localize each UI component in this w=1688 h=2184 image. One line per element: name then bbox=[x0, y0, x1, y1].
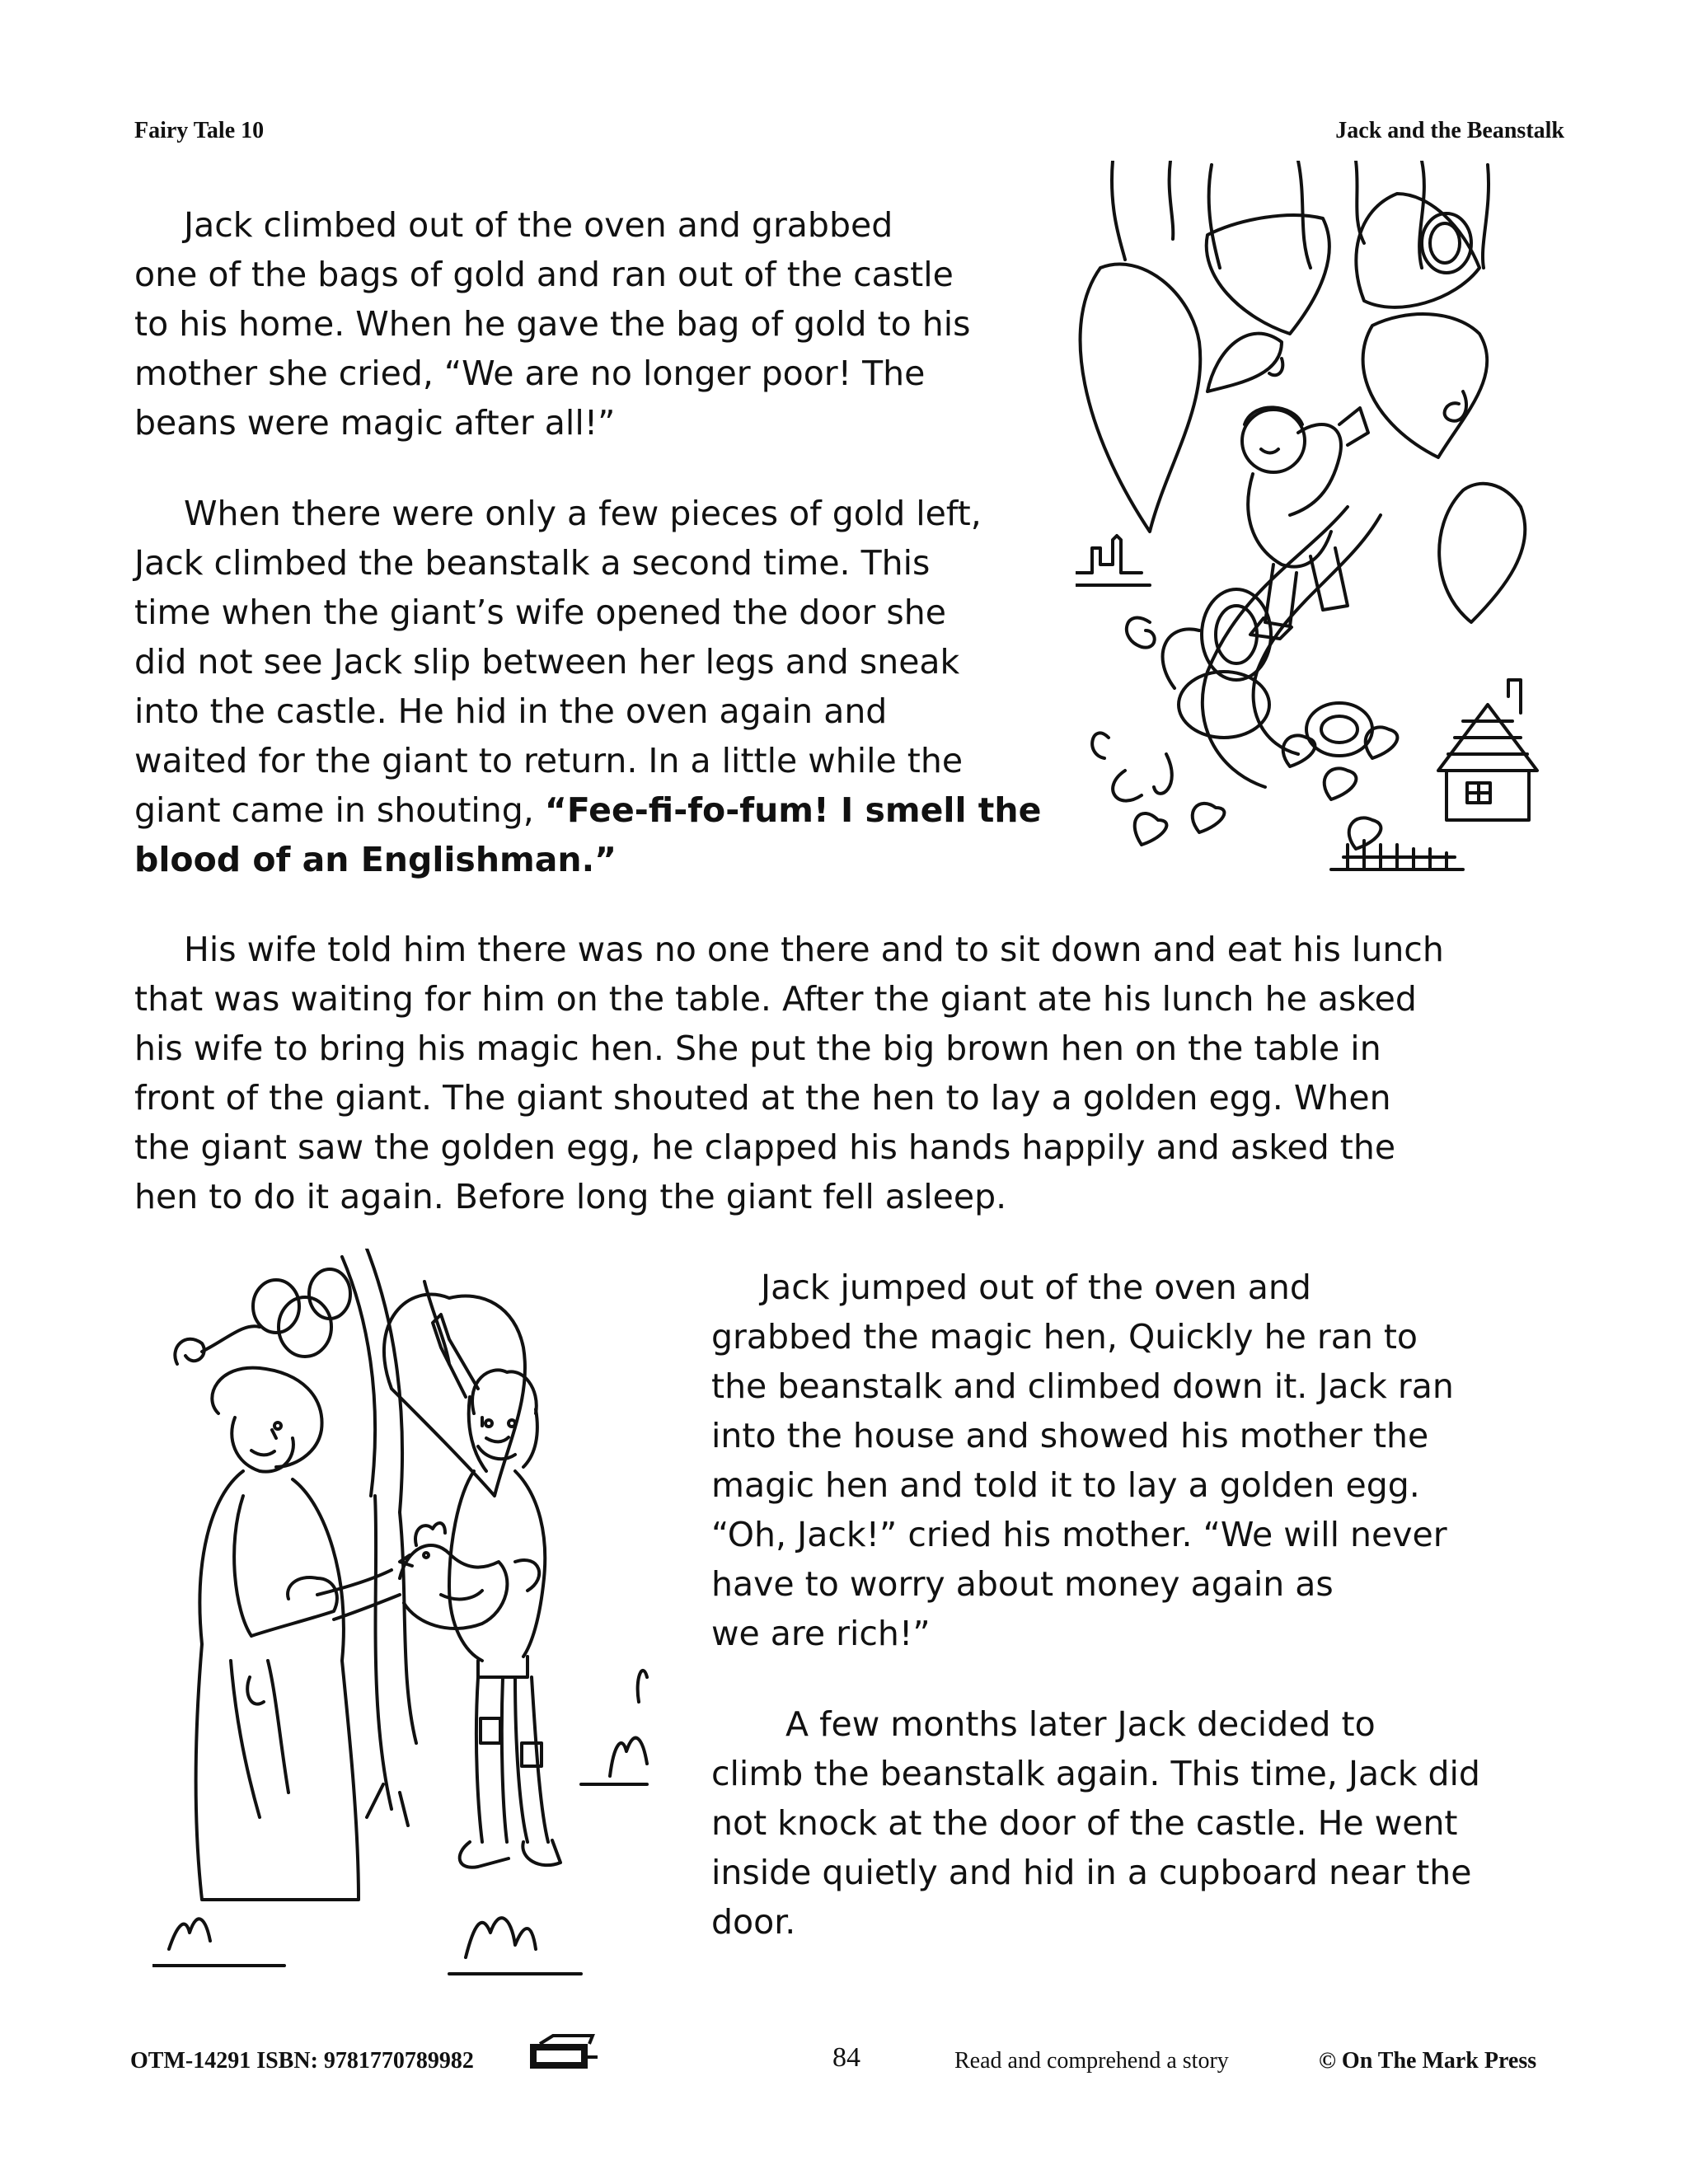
text-line: A few months later Jack decided to bbox=[785, 1704, 1376, 1744]
paragraph-4 bbox=[711, 1263, 1454, 1658]
header-title: Jack and the Beanstalk bbox=[1335, 118, 1564, 143]
page-number: 84 bbox=[832, 2042, 860, 2073]
text-line: Jack climbed out of the oven and grabbed bbox=[184, 205, 893, 245]
text-line: When there were only a few pieces of gold left, bbox=[184, 494, 982, 533]
paragraph-5 bbox=[711, 1699, 1480, 1947]
text-line: have to worry about money again as bbox=[711, 1564, 1334, 1604]
text-line: climb the beanstalk again. This time, Jack did bbox=[711, 1754, 1480, 1793]
text-segment: giant came in shouting, bbox=[134, 790, 545, 830]
text-line: time when the giant’s wife opened the door she bbox=[134, 593, 946, 632]
text-line: we are rich!” bbox=[711, 1614, 931, 1653]
text-line: mother she cried, “We are no longer poor! The bbox=[134, 354, 926, 393]
text-line: the beanstalk and climbed down it. Jack ran bbox=[711, 1366, 1454, 1406]
publisher-logo-icon bbox=[528, 2032, 598, 2074]
text-line: His wife told him there was no one there and to sit down and eat his lunch bbox=[184, 930, 1444, 969]
text-line: waited for the giant to return. In a little while the bbox=[134, 741, 964, 780]
text-line: front of the giant. The giant shouted at the hen to lay a golden egg. When bbox=[134, 1078, 1391, 1118]
header-series: Fairy Tale 10 bbox=[134, 118, 265, 143]
giant-chant-text: “Fee-fi-fo-fum! I smell the bbox=[544, 790, 1042, 830]
text-line: his wife to bring his magic hen. She put the big brown hen on the table in bbox=[134, 1029, 1381, 1068]
footer-publisher: © On The Mark Press bbox=[1319, 2048, 1537, 2074]
footer-caption: Read and comprehend a story bbox=[954, 2048, 1229, 2074]
jack-mother-hen-illustration bbox=[152, 1249, 680, 1982]
text-line: one of the bags of gold and ran out of the castle bbox=[134, 255, 954, 294]
paragraph-3 bbox=[134, 925, 1444, 1221]
text-line: the giant saw the golden egg, he clapped his hands happily and asked the bbox=[134, 1127, 1396, 1167]
text-line: “Oh, Jack!” cried his mother. “We will never bbox=[711, 1515, 1447, 1554]
text-line: to his home. When he gave the bag of gold to his bbox=[134, 304, 971, 344]
text-line: inside quietly and hid in a cupboard near the bbox=[711, 1853, 1472, 1892]
text-line: did not see Jack slip between her legs and sneak bbox=[134, 642, 960, 682]
text-line: not knock at the door of the castle. He went bbox=[711, 1803, 1458, 1843]
text-line: into the house and showed his mother the bbox=[711, 1416, 1429, 1455]
text-line: grabbed the magic hen, Quickly he ran to bbox=[711, 1317, 1418, 1357]
paragraph-2 bbox=[134, 489, 1041, 884]
text-line: Jack climbed the beanstalk a second time. This bbox=[134, 543, 931, 583]
text-line: door. bbox=[711, 1902, 796, 1942]
text-line: Jack jumped out of the oven and bbox=[761, 1268, 1311, 1307]
text-line: beans were magic after all!” bbox=[134, 403, 616, 443]
beanstalk-climb-illustration bbox=[1076, 161, 1554, 886]
text-line: into the castle. He hid in the oven again and bbox=[134, 691, 888, 731]
paragraph-1 bbox=[134, 200, 971, 448]
giant-chant-text: blood of an Englishman.” bbox=[134, 840, 617, 879]
text-line: that was waiting for him on the table. After the giant ate his lunch he asked bbox=[134, 979, 1417, 1019]
footer-code: OTM-14291 ISBN: 9781770789982 bbox=[130, 2048, 474, 2074]
text-line bbox=[134, 785, 1041, 835]
text-line: magic hen and told it to lay a golden egg. bbox=[711, 1465, 1420, 1505]
text-line: hen to do it again. Before long the giant fell asleep. bbox=[134, 1177, 1007, 1216]
